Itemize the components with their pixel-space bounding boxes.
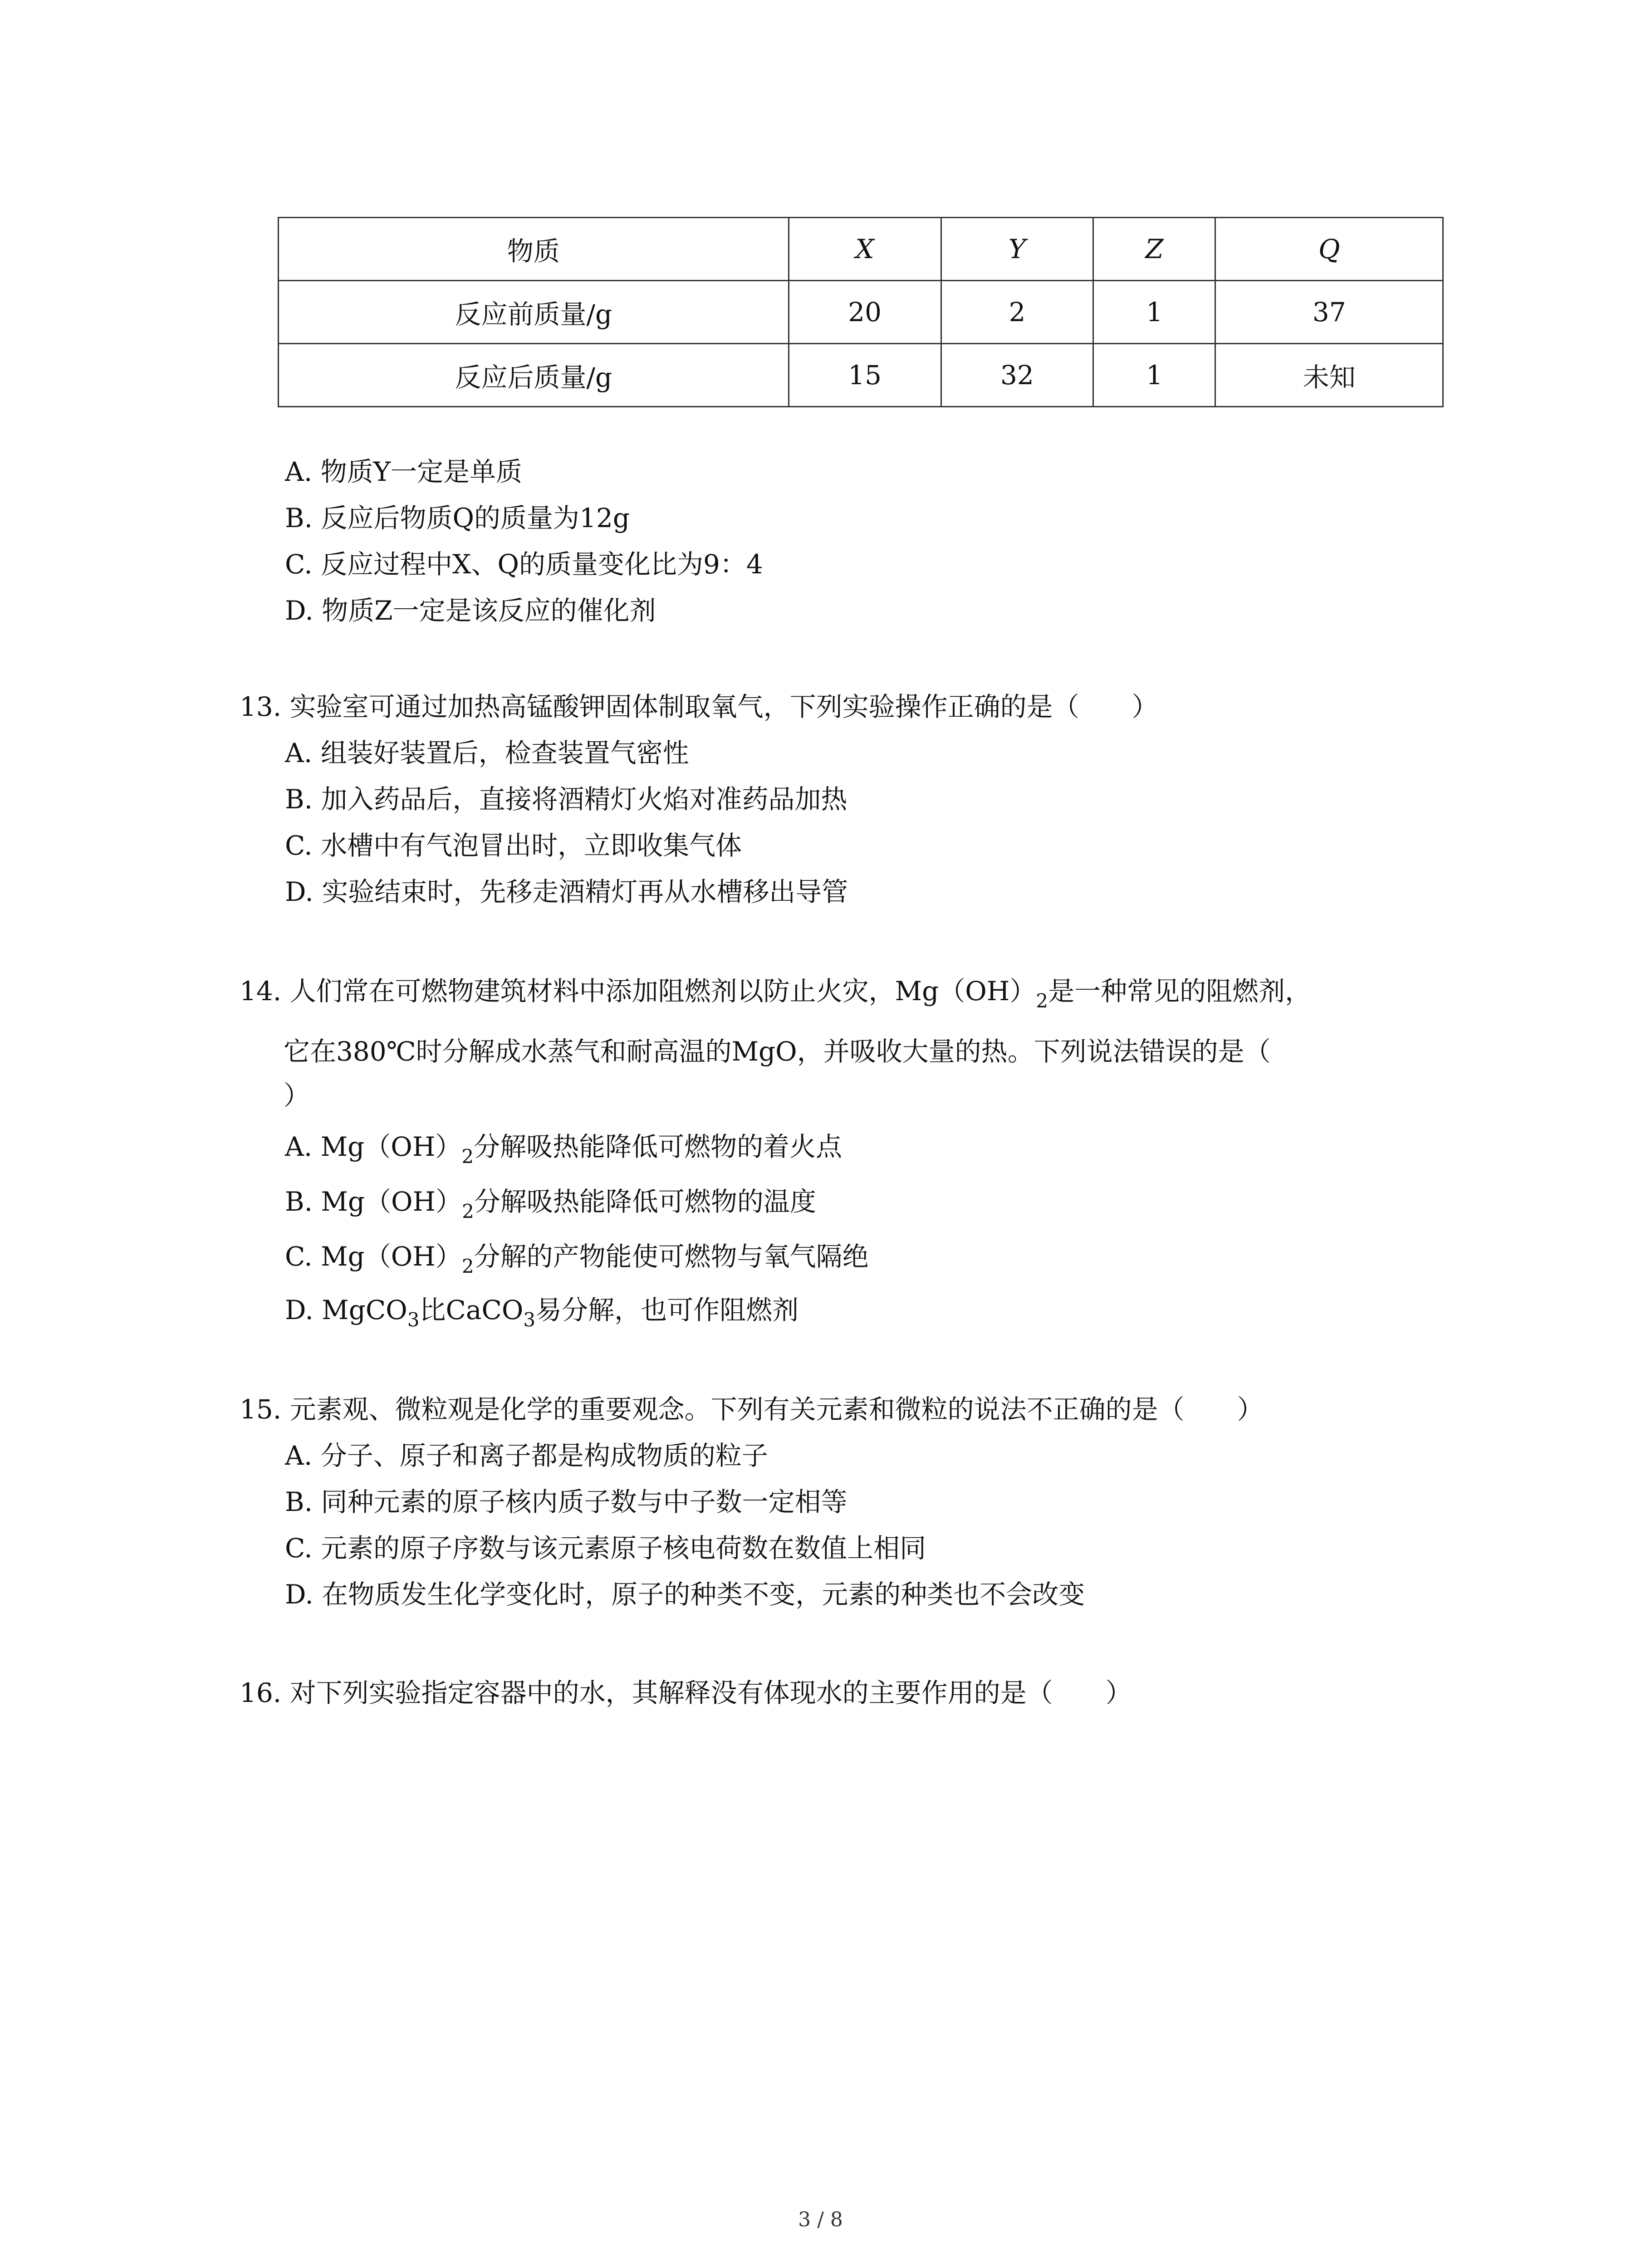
q14-stem-line-1 bbox=[240, 975, 1311, 1010]
q14-option-a bbox=[285, 1131, 843, 1168]
option-text: 分解吸热能降低可燃物的温度 bbox=[474, 1186, 816, 1217]
table-cell: 未知 bbox=[1215, 344, 1443, 407]
table-cell: 1 bbox=[1093, 281, 1215, 344]
table-cell: 20 bbox=[789, 281, 941, 344]
option-text: B. Mg（OH） bbox=[285, 1186, 462, 1217]
q15-stem: 15. 元素观、微粒观是化学的重要观念。下列有关元素和微粒的说法不正确的是（ ） bbox=[240, 1394, 1264, 1425]
option-text: 分解吸热能降低可燃物的着火点 bbox=[474, 1131, 843, 1162]
q14-stem-line-2: 它在380℃时分解成水蒸气和耐高温的MgO，并吸收大量的热。下列说法错误的是（ bbox=[284, 1036, 1271, 1067]
subscript: 2 bbox=[461, 1255, 474, 1277]
mass-table bbox=[278, 217, 1444, 407]
option-text: D. MgCO bbox=[285, 1295, 407, 1325]
subscript: 3 bbox=[407, 1309, 420, 1331]
q12-option-a: A. 物质Y一定是单质 bbox=[285, 456, 523, 487]
table-cell: 15 bbox=[789, 344, 941, 407]
table-cell: 32 bbox=[941, 344, 1093, 407]
table-cell: 2 bbox=[941, 281, 1093, 344]
table-header-cell: Z bbox=[1093, 218, 1215, 281]
option-text: C. Mg（OH） bbox=[285, 1241, 462, 1272]
table-row bbox=[279, 344, 1443, 407]
table-header-row bbox=[279, 218, 1443, 281]
q13-stem: 13. 实验室可通过加热高锰酸钾固体制取氧气，下列实验操作正确的是（ ） bbox=[240, 691, 1158, 722]
q13-option-a: A. 组装好装置后，检查装置气密性 bbox=[285, 738, 689, 768]
q14-stem-line-3: ） bbox=[284, 1080, 310, 1111]
q14-stem-text: 14. 人们常在可燃物建筑材料中添加阻燃剂以防止火灾，Mg（OH） bbox=[240, 976, 1036, 1007]
q15-option-a: A. 分子、原子和离子都是构成物质的粒子 bbox=[285, 1440, 768, 1471]
q13-option-c: C. 水槽中有气泡冒出时，立即收集气体 bbox=[285, 830, 742, 861]
q13-option-d: D. 实验结束时，先移走酒精灯再从水槽移出导管 bbox=[285, 876, 848, 907]
q15-option-d: D. 在物质发生化学变化时，原子的种类不变，元素的种类也不会改变 bbox=[285, 1579, 1085, 1610]
option-text: 比CaCO bbox=[419, 1295, 524, 1325]
q14-option-b bbox=[285, 1186, 816, 1220]
q12-option-b: B. 反应后物质Q的质量为12g bbox=[285, 503, 630, 533]
q16-stem: 16. 对下列实验指定容器中的水，其解释没有体现水的主要作用的是（ ） bbox=[240, 1677, 1132, 1708]
option-text: 易分解，也可作阻燃剂 bbox=[535, 1295, 799, 1325]
option-text: A. Mg（OH） bbox=[285, 1131, 462, 1162]
q15-option-b: B. 同种元素的原子核内质子数与中子数一定相等 bbox=[285, 1486, 847, 1517]
table-header-cell: X bbox=[789, 218, 941, 281]
table-row-label: 反应后质量/g bbox=[279, 344, 789, 407]
table-row bbox=[279, 281, 1443, 344]
subscript: 2 bbox=[461, 1145, 474, 1168]
subscript: 3 bbox=[523, 1309, 536, 1331]
table-header-cell: Y bbox=[941, 218, 1093, 281]
table-cell: 37 bbox=[1215, 281, 1443, 344]
q15-option-c: C. 元素的原子序数与该元素原子核电荷数在数值上相同 bbox=[285, 1533, 926, 1564]
q14-option-c bbox=[285, 1241, 869, 1275]
q12-option-d: D. 物质Z一定是该反应的催化剂 bbox=[285, 595, 656, 626]
q12-option-c: C. 反应过程中X、Q的质量变化比为9：4 bbox=[285, 549, 763, 580]
table-cell: 1 bbox=[1093, 344, 1215, 407]
option-text: 分解的产物能使可燃物与氧气隔绝 bbox=[474, 1241, 869, 1272]
q14-option-d bbox=[285, 1294, 798, 1329]
q13-option-b: B. 加入药品后，直接将酒精灯火焰对准药品加热 bbox=[285, 784, 847, 815]
subscript: 2 bbox=[462, 1200, 474, 1222]
subscript: 2 bbox=[1036, 990, 1048, 1012]
q14-stem-text: 是一种常见的阻燃剂， bbox=[1048, 976, 1312, 1007]
table-row-label: 反应前质量/g bbox=[279, 281, 789, 344]
table-header-cell: 物质 bbox=[279, 218, 789, 281]
table-header-cell: Q bbox=[1215, 218, 1443, 281]
page-number: 3 / 8 bbox=[798, 2208, 843, 2231]
